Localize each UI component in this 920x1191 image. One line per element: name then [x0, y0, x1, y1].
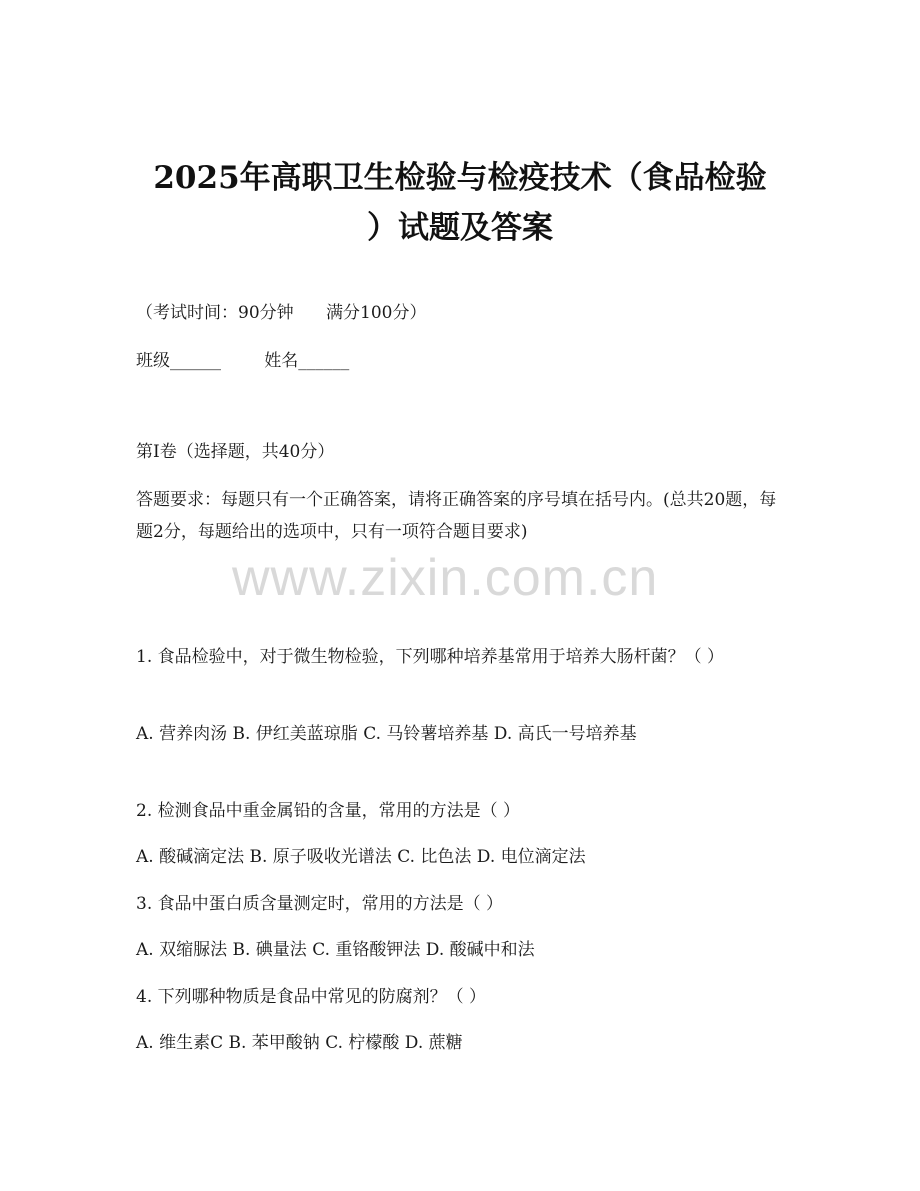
question-stem: 1. 食品检验中，对于微生物检验，下列哪种培养基常用于培养大肠杆菌？（ ）: [136, 647, 725, 667]
question-options: A. 酸碱滴定法 B. 原子吸收光谱法 C. 比色法 D. 电位滴定法: [136, 847, 586, 867]
document-title-line1: 2025年高职卫生检验与检疫技术（食品检验: [153, 160, 767, 196]
question-stem: 2. 检测食品中重金属铅的含量，常用的方法是（ ）: [136, 801, 521, 821]
section-heading: 第I卷（选择题，共40分）: [136, 442, 335, 462]
class-name-line: 班级______ 姓名______: [136, 351, 350, 371]
watermark: www.zixin.com.cn: [232, 549, 659, 607]
question-stem: 3. 食品中蛋白质含量测定时，常用的方法是（ ）: [136, 894, 504, 914]
document-title-line2: ）试题及答案: [367, 210, 553, 246]
question-options: A. 双缩脲法 B. 碘量法 C. 重铬酸钾法 D. 酸碱中和法: [136, 940, 535, 960]
question-options: A. 营养肉汤 B. 伊红美蓝琼脂 C. 马铃薯培养基 D. 高氏一号培养基: [136, 724, 637, 744]
instructions: 答题要求：每题只有一个正确答案，请将正确答案的序号填在括号内。(总共20题，每题2分，每题给出的选项中，只有一项符合题目要求): [136, 490, 777, 542]
exam-info: （考试时间：90分钟 满分100分）: [136, 303, 427, 323]
question-options: A. 维生素C B. 苯甲酸钠 C. 柠檬酸 D. 蔗糖: [136, 1033, 463, 1053]
question-stem: 4. 下列哪种物质是食品中常见的防腐剂？（ ）: [136, 987, 487, 1007]
